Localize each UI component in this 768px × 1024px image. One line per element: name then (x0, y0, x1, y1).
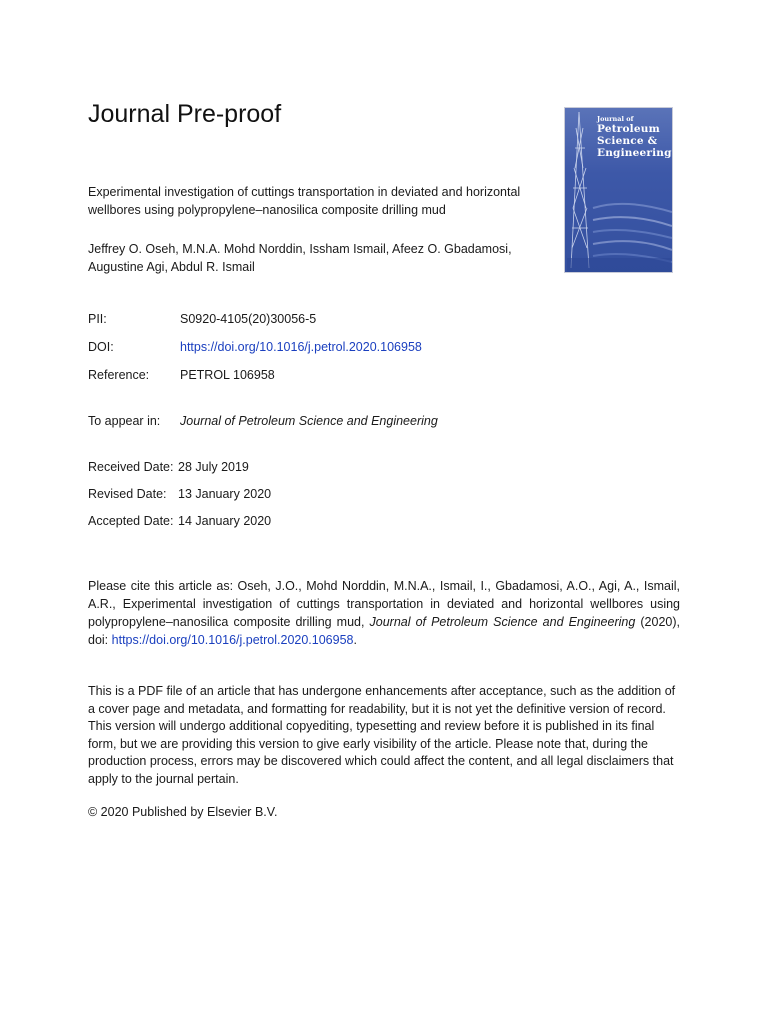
citation-end: . (353, 633, 357, 647)
reference-label: Reference: (88, 368, 150, 382)
cover-title-line4: Engineering (597, 147, 672, 159)
reference-value: PETROL 106958 (180, 368, 275, 382)
article-title: Experimental investigation of cuttings transportation in deviated and horizontal wellbores using polypropylene–nanosilica composite drilling mud (88, 185, 521, 217)
appear-in-label: To appear in: (88, 414, 161, 428)
cover-title-line2: Petroleum (597, 123, 660, 135)
journal-cover-image (564, 107, 673, 273)
pdf-notice-paragraph: This is a PDF file of an article that has undergone enhancements after acceptance, such as the addition of a cover page and metadata, and formatting for readability, but it is not yet the definitive version of record. This version will undergo additional copyediting, typesetting and review before it is published in its final form, but we are providing this version to give early visibility of the article. Please note that, during the production process, errors may be discovered which could affect the content, and all legal disclaimers that apply to the journal pertain. (88, 684, 676, 786)
appear-in-value: Journal of Petroleum Science and Engineering (180, 414, 438, 428)
doi-label: DOI: (88, 340, 114, 354)
citation-paragraph (88, 577, 680, 649)
cover-title-line1: Journal of (597, 115, 634, 123)
citation-year: (2020), doi: (88, 615, 680, 647)
received-date-value: 28 July 2019 (178, 460, 249, 474)
revised-date-value: 13 January 2020 (178, 487, 272, 501)
citation-journal: Journal of Petroleum Science and Engineering (369, 615, 636, 629)
received-date-label: Received Date: (88, 460, 174, 474)
pii-label: PII: (88, 312, 107, 326)
copyright-notice: © 2020 Published by Elsevier B.V. (88, 805, 278, 819)
article-authors: Jeffrey O. Oseh, M.N.A. Mohd Norddin, Issham Ismail, Afeez O. Gbadamosi, Augustine Agi, Abdul R. Ismail (88, 242, 512, 274)
doi-link[interactable]: https://doi.org/10.1016/j.petrol.2020.106958 (180, 340, 422, 354)
citation-doi-link[interactable]: https://doi.org/10.1016/j.petrol.2020.106958 (111, 633, 354, 647)
cover-title-line3: Science & (597, 135, 658, 147)
page-title: Journal Pre-proof (88, 100, 282, 128)
citation-text: Please cite this article as: Oseh, J.O., Mohd Norddin, M.N.A., Ismail, I., Gbadamosi, A.O., Agi, A., Ismail, A.R., Experimental investigation of cuttings transportation in deviated and horizontal wellbores using polypropylene–nanosilica composite drilling mud, (88, 579, 680, 629)
accepted-date-value: 14 January 2020 (178, 514, 272, 528)
revised-date-label: Revised Date: (88, 487, 167, 501)
pii-value: S0920-4105(20)30056-5 (180, 312, 317, 326)
cover-title (597, 123, 672, 159)
accepted-date-label: Accepted Date: (88, 514, 174, 528)
